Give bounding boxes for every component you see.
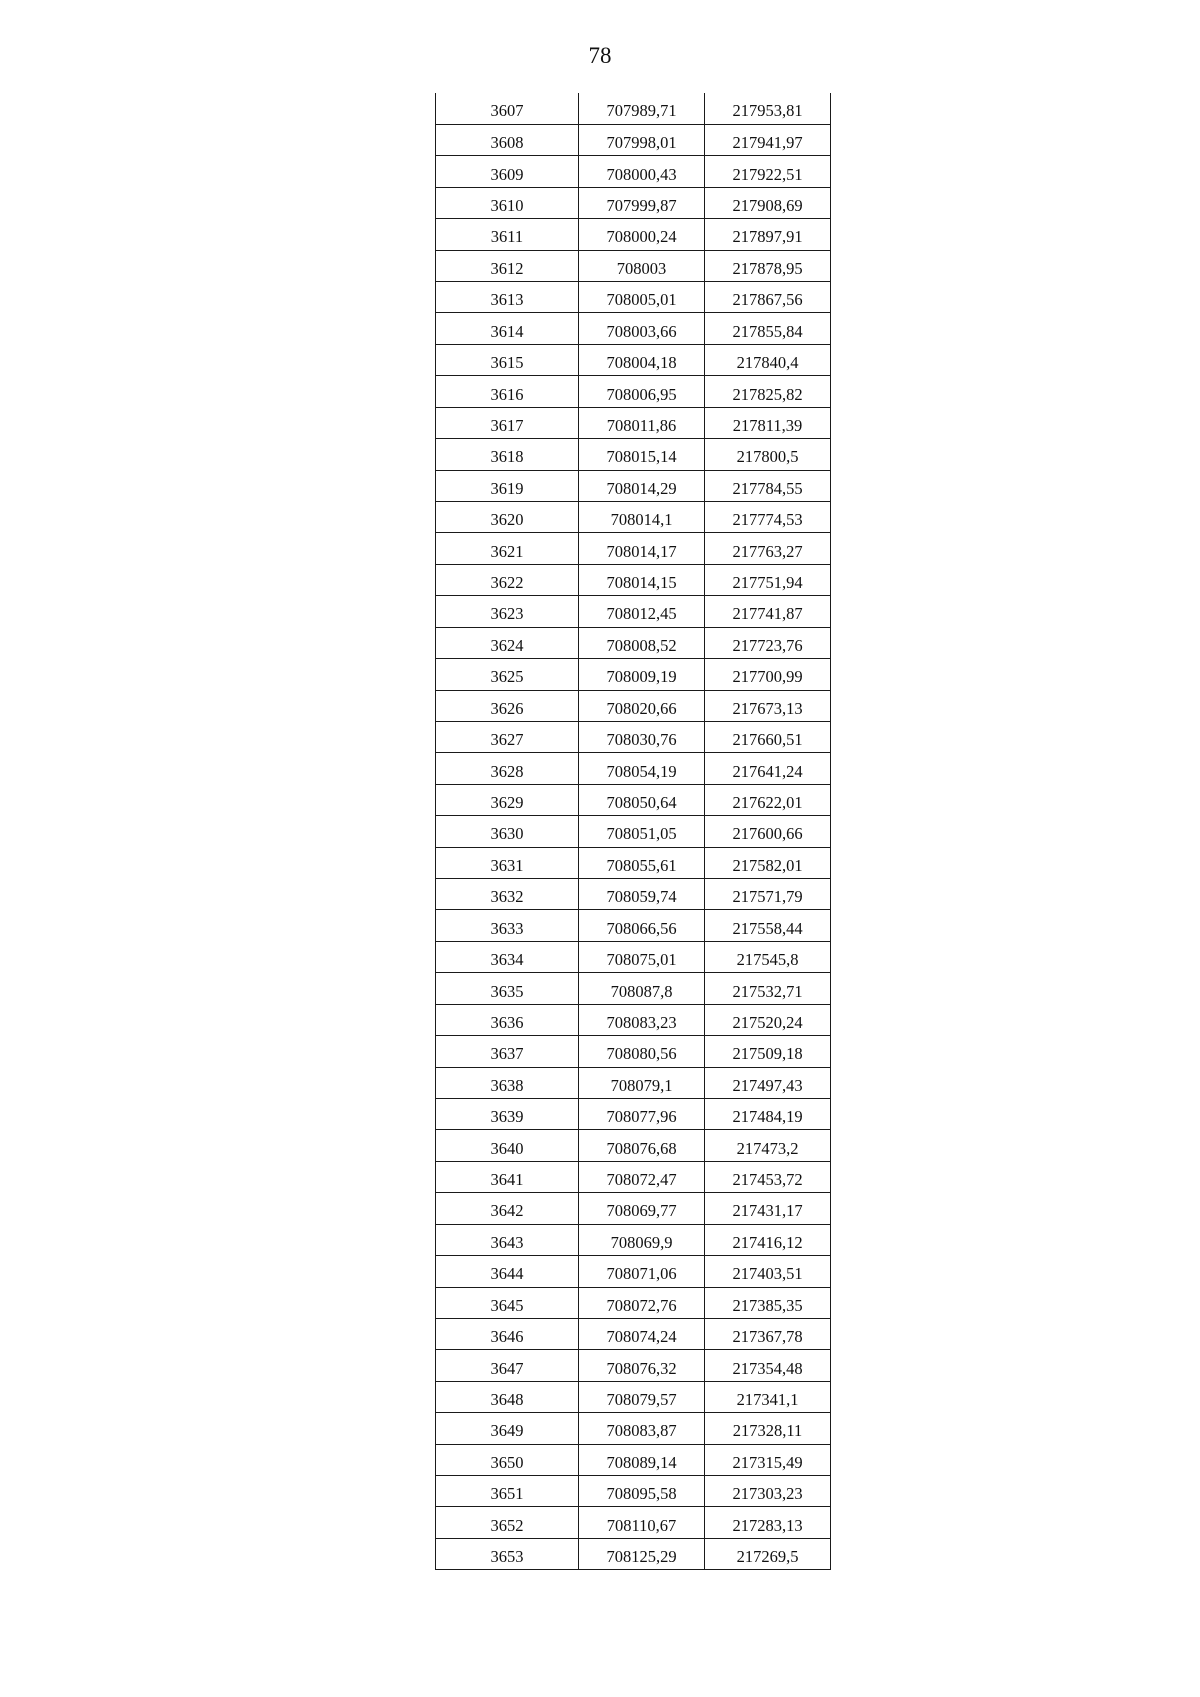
table-row xyxy=(436,627,831,658)
y-coordinate-cell: 217509,18 xyxy=(705,1036,831,1067)
y-coordinate-cell: 217908,69 xyxy=(705,187,831,218)
x-coordinate-cell: 708011,86 xyxy=(579,407,705,438)
table-row xyxy=(436,376,831,407)
x-coordinate-cell: 708072,76 xyxy=(579,1287,705,1318)
table-row xyxy=(436,847,831,878)
x-coordinate-cell: 708087,8 xyxy=(579,973,705,1004)
table-row xyxy=(436,1507,831,1538)
x-coordinate-cell: 708080,56 xyxy=(579,1036,705,1067)
y-coordinate-cell: 217367,78 xyxy=(705,1318,831,1349)
x-coordinate-cell: 708059,74 xyxy=(579,879,705,910)
table-row xyxy=(436,659,831,690)
point-number-cell: 3649 xyxy=(436,1413,579,1444)
point-number-cell: 3626 xyxy=(436,690,579,721)
table-row xyxy=(436,313,831,344)
table-row xyxy=(436,973,831,1004)
y-coordinate-cell: 217453,72 xyxy=(705,1161,831,1192)
y-coordinate-cell: 217855,84 xyxy=(705,313,831,344)
point-number-cell: 3611 xyxy=(436,219,579,250)
x-coordinate-cell: 708083,23 xyxy=(579,1004,705,1035)
point-number-cell: 3632 xyxy=(436,879,579,910)
table-row xyxy=(436,564,831,595)
table-row xyxy=(436,816,831,847)
point-number-cell: 3625 xyxy=(436,659,579,690)
table-row xyxy=(436,1130,831,1161)
table-row xyxy=(436,156,831,187)
x-coordinate-cell: 708077,96 xyxy=(579,1099,705,1130)
point-number-cell: 3617 xyxy=(436,407,579,438)
y-coordinate-cell: 217315,49 xyxy=(705,1444,831,1475)
coordinates-table xyxy=(435,93,831,1570)
table-row xyxy=(436,1538,831,1569)
y-coordinate-cell: 217341,1 xyxy=(705,1381,831,1412)
y-coordinate-cell: 217741,87 xyxy=(705,596,831,627)
x-coordinate-cell: 708054,19 xyxy=(579,753,705,784)
x-coordinate-cell: 708015,14 xyxy=(579,439,705,470)
point-number-cell: 3638 xyxy=(436,1067,579,1098)
point-number-cell: 3650 xyxy=(436,1444,579,1475)
y-coordinate-cell: 217723,76 xyxy=(705,627,831,658)
y-coordinate-cell: 217784,55 xyxy=(705,470,831,501)
x-coordinate-cell: 708014,1 xyxy=(579,501,705,532)
x-coordinate-cell: 708014,29 xyxy=(579,470,705,501)
point-number-cell: 3612 xyxy=(436,250,579,281)
point-number-cell: 3629 xyxy=(436,784,579,815)
table-row xyxy=(436,1413,831,1444)
x-coordinate-cell: 708066,56 xyxy=(579,910,705,941)
x-coordinate-cell: 708083,87 xyxy=(579,1413,705,1444)
table-row xyxy=(436,1193,831,1224)
x-coordinate-cell: 708076,32 xyxy=(579,1350,705,1381)
y-coordinate-cell: 217532,71 xyxy=(705,973,831,1004)
y-coordinate-cell: 217431,17 xyxy=(705,1193,831,1224)
y-coordinate-cell: 217558,44 xyxy=(705,910,831,941)
x-coordinate-cell: 708095,58 xyxy=(579,1476,705,1507)
y-coordinate-cell: 217867,56 xyxy=(705,282,831,313)
x-coordinate-cell: 708003,66 xyxy=(579,313,705,344)
point-number-cell: 3620 xyxy=(436,501,579,532)
x-coordinate-cell: 708000,24 xyxy=(579,219,705,250)
y-coordinate-cell: 217922,51 xyxy=(705,156,831,187)
x-coordinate-cell: 708014,17 xyxy=(579,533,705,564)
point-number-cell: 3619 xyxy=(436,470,579,501)
y-coordinate-cell: 217763,27 xyxy=(705,533,831,564)
point-number-cell: 3647 xyxy=(436,1350,579,1381)
point-number-cell: 3653 xyxy=(436,1538,579,1569)
table-row xyxy=(436,344,831,375)
point-number-cell: 3634 xyxy=(436,941,579,972)
table-row xyxy=(436,1224,831,1255)
y-coordinate-cell: 217385,35 xyxy=(705,1287,831,1318)
y-coordinate-cell: 217660,51 xyxy=(705,721,831,752)
point-number-cell: 3644 xyxy=(436,1256,579,1287)
x-coordinate-cell: 708004,18 xyxy=(579,344,705,375)
y-coordinate-cell: 217622,01 xyxy=(705,784,831,815)
y-coordinate-cell: 217571,79 xyxy=(705,879,831,910)
y-coordinate-cell: 217582,01 xyxy=(705,847,831,878)
x-coordinate-cell: 708089,14 xyxy=(579,1444,705,1475)
table-row xyxy=(436,1036,831,1067)
point-number-cell: 3645 xyxy=(436,1287,579,1318)
table-row xyxy=(436,282,831,313)
y-coordinate-cell: 217800,5 xyxy=(705,439,831,470)
table-row xyxy=(436,470,831,501)
x-coordinate-cell: 708050,64 xyxy=(579,784,705,815)
point-number-cell: 3639 xyxy=(436,1099,579,1130)
point-number-cell: 3641 xyxy=(436,1161,579,1192)
y-coordinate-cell: 217600,66 xyxy=(705,816,831,847)
table-row xyxy=(436,219,831,250)
x-coordinate-cell: 708014,15 xyxy=(579,564,705,595)
point-number-cell: 3615 xyxy=(436,344,579,375)
y-coordinate-cell: 217897,91 xyxy=(705,219,831,250)
y-coordinate-cell: 217941,97 xyxy=(705,124,831,155)
y-coordinate-cell: 217953,81 xyxy=(705,93,831,124)
x-coordinate-cell: 708069,9 xyxy=(579,1224,705,1255)
point-number-cell: 3642 xyxy=(436,1193,579,1224)
y-coordinate-cell: 217269,5 xyxy=(705,1538,831,1569)
x-coordinate-cell: 707998,01 xyxy=(579,124,705,155)
y-coordinate-cell: 217825,82 xyxy=(705,376,831,407)
table-row xyxy=(436,910,831,941)
table-row xyxy=(436,1350,831,1381)
y-coordinate-cell: 217497,43 xyxy=(705,1067,831,1098)
point-number-cell: 3618 xyxy=(436,439,579,470)
point-number-cell: 3609 xyxy=(436,156,579,187)
table-row xyxy=(436,690,831,721)
y-coordinate-cell: 217840,4 xyxy=(705,344,831,375)
table-row xyxy=(436,533,831,564)
y-coordinate-cell: 217303,23 xyxy=(705,1476,831,1507)
point-number-cell: 3621 xyxy=(436,533,579,564)
point-number-cell: 3648 xyxy=(436,1381,579,1412)
x-coordinate-cell: 708051,05 xyxy=(579,816,705,847)
x-coordinate-cell: 708030,76 xyxy=(579,721,705,752)
table-row xyxy=(436,1287,831,1318)
y-coordinate-cell: 217700,99 xyxy=(705,659,831,690)
table-row xyxy=(436,721,831,752)
point-number-cell: 3636 xyxy=(436,1004,579,1035)
x-coordinate-cell: 708006,95 xyxy=(579,376,705,407)
point-number-cell: 3610 xyxy=(436,187,579,218)
x-coordinate-cell: 707989,71 xyxy=(579,93,705,124)
x-coordinate-cell: 708079,57 xyxy=(579,1381,705,1412)
table-row xyxy=(436,93,831,124)
table-row xyxy=(436,1381,831,1412)
point-number-cell: 3614 xyxy=(436,313,579,344)
x-coordinate-cell: 708005,01 xyxy=(579,282,705,313)
table-row xyxy=(436,1067,831,1098)
point-number-cell: 3633 xyxy=(436,910,579,941)
table-row xyxy=(436,879,831,910)
y-coordinate-cell: 217641,24 xyxy=(705,753,831,784)
point-number-cell: 3616 xyxy=(436,376,579,407)
y-coordinate-cell: 217774,53 xyxy=(705,501,831,532)
x-coordinate-cell: 708008,52 xyxy=(579,627,705,658)
x-coordinate-cell: 708076,68 xyxy=(579,1130,705,1161)
x-coordinate-cell: 708009,19 xyxy=(579,659,705,690)
y-coordinate-cell: 217520,24 xyxy=(705,1004,831,1035)
point-number-cell: 3613 xyxy=(436,282,579,313)
point-number-cell: 3635 xyxy=(436,973,579,1004)
point-number-cell: 3628 xyxy=(436,753,579,784)
table-row xyxy=(436,1161,831,1192)
y-coordinate-cell: 217811,39 xyxy=(705,407,831,438)
table-row xyxy=(436,124,831,155)
table-row xyxy=(436,1004,831,1035)
y-coordinate-cell: 217751,94 xyxy=(705,564,831,595)
x-coordinate-cell: 707999,87 xyxy=(579,187,705,218)
point-number-cell: 3637 xyxy=(436,1036,579,1067)
y-coordinate-cell: 217473,2 xyxy=(705,1130,831,1161)
table-row xyxy=(436,596,831,627)
x-coordinate-cell: 708125,29 xyxy=(579,1538,705,1569)
point-number-cell: 3652 xyxy=(436,1507,579,1538)
table-row xyxy=(436,941,831,972)
x-coordinate-cell: 708079,1 xyxy=(579,1067,705,1098)
table-row xyxy=(436,1099,831,1130)
y-coordinate-cell: 217328,11 xyxy=(705,1413,831,1444)
table-row xyxy=(436,1256,831,1287)
point-number-cell: 3622 xyxy=(436,564,579,595)
x-coordinate-cell: 708003 xyxy=(579,250,705,281)
x-coordinate-cell: 708020,66 xyxy=(579,690,705,721)
point-number-cell: 3624 xyxy=(436,627,579,658)
x-coordinate-cell: 708074,24 xyxy=(579,1318,705,1349)
x-coordinate-cell: 708012,45 xyxy=(579,596,705,627)
y-coordinate-cell: 217416,12 xyxy=(705,1224,831,1255)
table-row xyxy=(436,501,831,532)
point-number-cell: 3608 xyxy=(436,124,579,155)
point-number-cell: 3607 xyxy=(436,93,579,124)
y-coordinate-cell: 217354,48 xyxy=(705,1350,831,1381)
table-row xyxy=(436,1318,831,1349)
table-row xyxy=(436,784,831,815)
table-row xyxy=(436,187,831,218)
x-coordinate-cell: 708000,43 xyxy=(579,156,705,187)
x-coordinate-cell: 708110,67 xyxy=(579,1507,705,1538)
point-number-cell: 3640 xyxy=(436,1130,579,1161)
y-coordinate-cell: 217484,19 xyxy=(705,1099,831,1130)
x-coordinate-cell: 708072,47 xyxy=(579,1161,705,1192)
x-coordinate-cell: 708055,61 xyxy=(579,847,705,878)
table-row xyxy=(436,1444,831,1475)
table-row xyxy=(436,1476,831,1507)
point-number-cell: 3627 xyxy=(436,721,579,752)
y-coordinate-cell: 217878,95 xyxy=(705,250,831,281)
y-coordinate-cell: 217403,51 xyxy=(705,1256,831,1287)
y-coordinate-cell: 217283,13 xyxy=(705,1507,831,1538)
coordinates-table-body xyxy=(436,93,831,1570)
point-number-cell: 3643 xyxy=(436,1224,579,1255)
point-number-cell: 3646 xyxy=(436,1318,579,1349)
point-number-cell: 3631 xyxy=(436,847,579,878)
x-coordinate-cell: 708071,06 xyxy=(579,1256,705,1287)
table-row xyxy=(436,753,831,784)
x-coordinate-cell: 708069,77 xyxy=(579,1193,705,1224)
y-coordinate-cell: 217545,8 xyxy=(705,941,831,972)
point-number-cell: 3623 xyxy=(436,596,579,627)
table-row xyxy=(436,407,831,438)
page-number: 78 xyxy=(588,43,612,68)
point-number-cell: 3630 xyxy=(436,816,579,847)
y-coordinate-cell: 217673,13 xyxy=(705,690,831,721)
table-row xyxy=(436,439,831,470)
x-coordinate-cell: 708075,01 xyxy=(579,941,705,972)
point-number-cell: 3651 xyxy=(436,1476,579,1507)
table-row xyxy=(436,250,831,281)
